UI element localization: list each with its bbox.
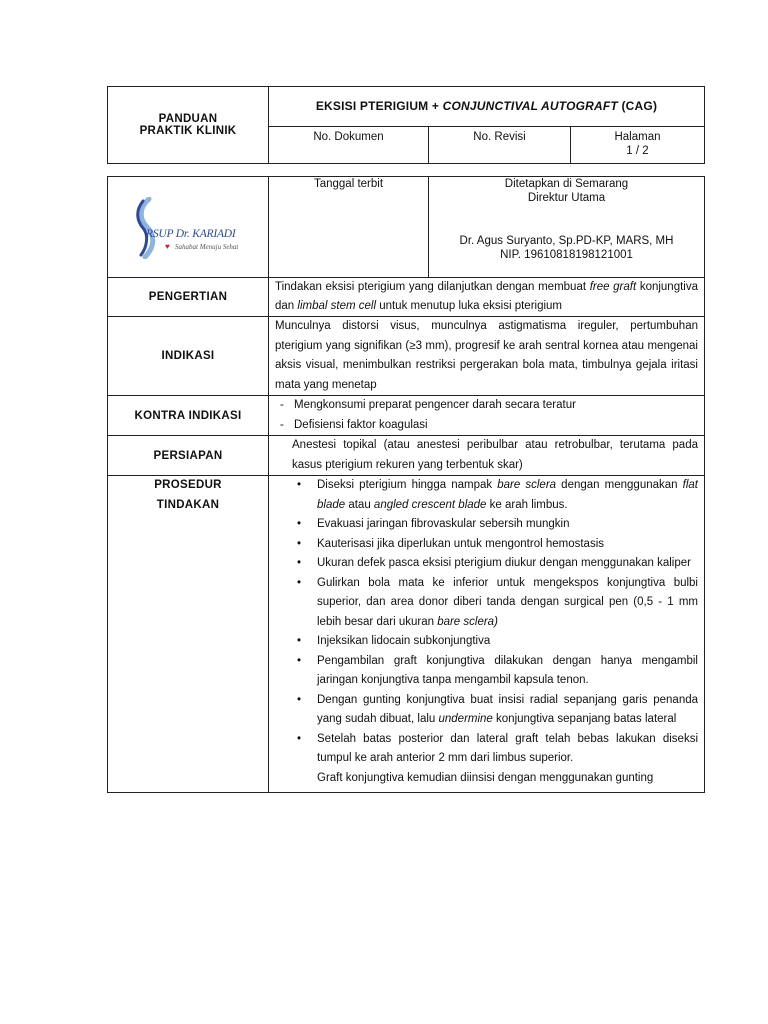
indikasi-text: Munculnya distorsi visus, munculnya astigmatisma ireguler, pertumbuhan pterigium yang signifikan (≥3 mm), progresif ke arah sentral kornea atau mengenai aksis visual, menimbulkan restriksi pergerakan bola mata, timbulnya gejala iritasi mata yang menetap [275, 320, 698, 391]
halaman-value: 1 / 2 [626, 144, 649, 157]
step-text: atau [345, 498, 374, 511]
no-dokumen-cell [269, 126, 429, 163]
step-italic: angled crescent blade [373, 498, 487, 511]
persiapan-label: PERSIAPAN [153, 449, 223, 462]
tanggal-terbit-cell [269, 177, 429, 278]
no-revisi-label: No. Revisi [473, 130, 526, 143]
kontra-indikasi-label-cell [108, 396, 269, 436]
indikasi-content [269, 317, 705, 396]
halaman-cell [571, 126, 705, 163]
header-table [107, 86, 705, 164]
kontra-indikasi-content [269, 396, 705, 436]
list-item [269, 730, 698, 789]
step-text: Diseksi pterigium hingga nampak [317, 479, 498, 491]
logo-cell [108, 177, 269, 278]
list-item: - Mengkonsumi preparat pengencer darah secara teratur [269, 396, 698, 416]
ditetapkan-line2: Direktur Utama [527, 191, 606, 204]
tanggal-terbit-label: Tanggal terbit [313, 178, 384, 190]
step-text: Gulirkan bola mata ke inferior untuk mengekspos konjungtiva bulbi superior, dan area donor diberi tanda dengan surgical pen (0,5 - 1 mm lebih besar dari ukuran [317, 576, 698, 628]
list-item: • Injeksikan lidocain subkonjungtiva [269, 632, 698, 652]
director-name: Dr. Agus Suryanto, Sp.PD-KP, MARS, MH [459, 235, 674, 247]
pengertian-text [269, 278, 704, 316]
step-text: Dengan gunting konjungtiva buat insisi radial sepanjang garis penanda yang sudah dibuat, lalu [317, 693, 698, 725]
pengertian-i1: free graft [589, 281, 637, 293]
step-text: konjungtiva sepanjang batas lateral [492, 713, 677, 725]
pengertian-t3: untuk menutup luka eksisi pterigium [376, 300, 563, 312]
list-item [269, 574, 698, 633]
no-revisi-cell [429, 126, 571, 163]
logo-name: RSUP Dr. KARIADI [146, 228, 236, 240]
kontra-indikasi-label: KONTRA INDIKASI [134, 409, 242, 422]
ditetapkan-line1: Ditetapkan di Semarang [504, 178, 629, 190]
persiapan-text: Anestesi topikal (atau anestesi peribulbar atau retrobulbar, terutama pada kasus pterigium rekuren yang terbentuk skar) [292, 439, 698, 471]
indikasi-label-cell [108, 317, 269, 396]
pengertian-t2: konjungtiva dan [275, 281, 698, 312]
title-part2: (CAG) [617, 99, 658, 113]
prosedur-label-line1: PROSEDUR [154, 479, 222, 491]
halaman-label: Halaman [614, 130, 661, 143]
list-item: - Defisiensi faktor koagulasi [269, 416, 698, 436]
left-title-line1: PANDUAN [158, 113, 218, 125]
title-italic: CONJUNCTIVAL AUTOGRAFT [442, 99, 618, 113]
document-title [269, 87, 705, 127]
step-italic: undermine [438, 713, 493, 725]
prosedur-content [269, 476, 705, 793]
step-text: dengan menggunakan [556, 479, 683, 491]
prosedur-list [269, 476, 704, 788]
main-table [107, 176, 705, 793]
persiapan-content [269, 436, 705, 476]
prosedur-label-line2: TINDAKAN [156, 498, 220, 511]
list-item [269, 476, 698, 515]
title-part1: EKSISI PTERIGIUM + [315, 99, 443, 113]
persiapan-label-cell [108, 436, 269, 476]
step-text: ke arah limbus. [486, 498, 568, 511]
pengertian-label: PENGERTIAN [148, 291, 228, 303]
no-dokumen-label: No. Dokumen [313, 130, 384, 143]
step-italic: bare sclera [497, 479, 557, 491]
step-text: Setelah batas posterior dan lateral graft telah bebas lakukan diseksi tumpul ke arah anterior 2 mm dari limbus superior. [317, 732, 698, 764]
list-item: • Ukuran defek pasca eksisi pterigium diukur dengan menggunakan kaliper [269, 554, 698, 574]
pengertian-t1: Tindakan eksisi pterigium yang dilanjutkan dengan membuat [275, 281, 590, 293]
list-item: • Kauterisasi jika diperlukan untuk mengontrol hemostasis [269, 535, 698, 555]
hospital-logo [108, 177, 268, 277]
step-text: Graft konjungtiva kemudian diinsisi dengan menggunakan gunting [317, 771, 654, 784]
pengertian-content [269, 278, 705, 317]
step-italic: flat blade [317, 479, 698, 511]
list-item: • Pengambilan graft konjungtiva dilakukan dengan hanya mengambil jaringan konjungtiva tanpa mengambil kapsula tenon. [269, 652, 698, 691]
panduan-praktik-klinik-cell [108, 87, 269, 164]
left-title-line2: PRAKTIK KLINIK [139, 125, 237, 137]
indikasi-label: INDIKASI [161, 350, 215, 362]
pengertian-label-cell [108, 278, 269, 317]
heart-icon: ♥ [165, 242, 170, 251]
ditetapkan-cell [429, 177, 705, 278]
step-italic: bare sclera) [437, 615, 498, 628]
pengertian-i2: limbal stem cell [297, 300, 376, 312]
kontra-indikasi-list [269, 396, 704, 435]
logo-tagline: Sahabat Menuju Sehat [175, 243, 239, 251]
director-nip: NIP. 19610818198121001 [500, 248, 633, 261]
prosedur-label-cell [108, 476, 269, 793]
list-item: • Evakuasi jaringan fibrovaskular sebersih mungkin [269, 515, 698, 535]
list-item [269, 691, 698, 730]
